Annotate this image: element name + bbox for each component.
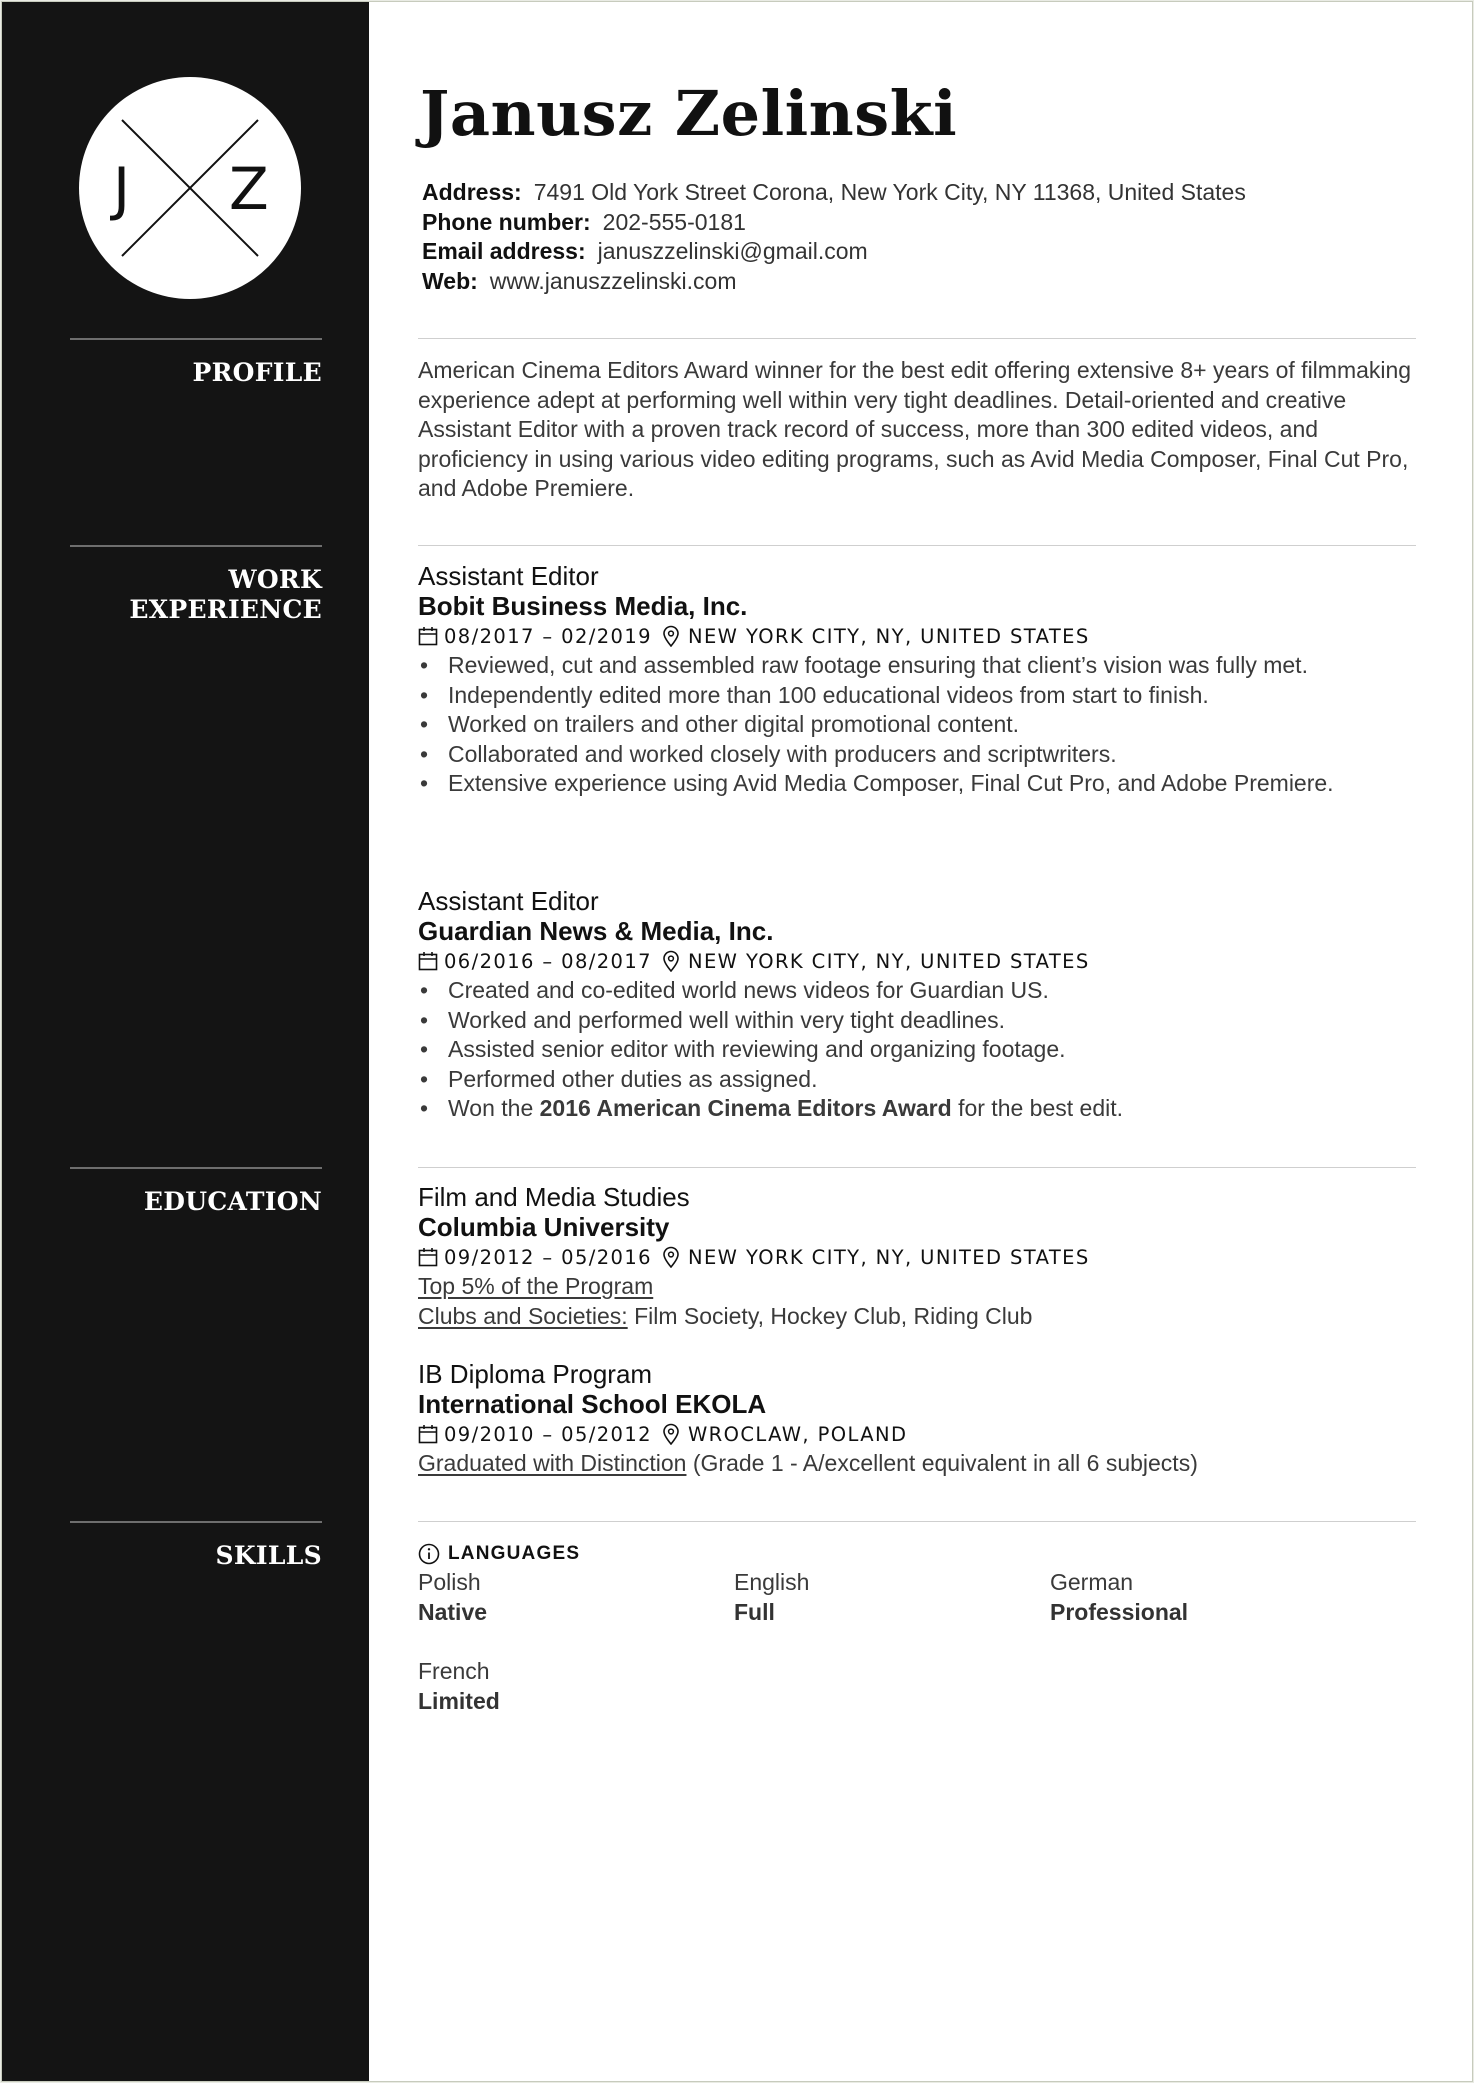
language-item [1050, 1568, 1350, 1627]
degree-name: Film and Media Studies [418, 1182, 690, 1212]
calendar-icon [418, 949, 444, 973]
contact-info [422, 178, 1246, 296]
school-name: Columbia University [418, 1212, 670, 1242]
section-divider [418, 338, 1416, 339]
monogram-right-initial: Z [229, 155, 269, 223]
job-dates: 08/2017 – 02/2019 [444, 624, 652, 648]
list-item: • Created and co-edited world news videos for Guardian US. [418, 976, 1418, 1006]
list-item: • Worked on trailers and other digital promotional content. [418, 710, 1418, 740]
contact-label: Email address: [422, 238, 586, 264]
clubs-label: Clubs and Societies: [418, 1302, 628, 1329]
location-pin-icon [662, 949, 688, 973]
sidebar-divider [70, 338, 322, 340]
contact-address [422, 178, 1246, 208]
list-item: • Worked and performed well within very tight deadlines. [418, 1006, 1418, 1036]
education-entry [418, 1359, 1418, 1479]
language-name: English [734, 1569, 810, 1595]
education-meta [418, 1242, 1418, 1272]
language-level: Limited [418, 1687, 500, 1714]
monogram-left-initial: J [113, 155, 131, 223]
list-item: • Extensive experience using Avid Media Composer, Final Cut Pro, and Adobe Premiere. [418, 769, 1418, 799]
clubs-list: Film Society, Hockey Club, Riding Club [627, 1302, 1033, 1329]
contact-web [422, 267, 1246, 297]
honor-text: Top 5% of the Program [418, 1273, 654, 1299]
education-location: NEW YORK CITY, NY, UNITED STATES [687, 1245, 1090, 1269]
list-item: • Collaborated and worked closely with producers and scriptwriters. [418, 740, 1418, 770]
section-title-work-line2: EXPERIENCE [129, 595, 322, 624]
section-title-skills: SKILLS [215, 1541, 322, 1570]
section-title-education: EDUCATION [143, 1187, 322, 1216]
job-title: Assistant Editor [418, 886, 599, 916]
contact-label: Web: [422, 267, 478, 294]
language-name: German [1050, 1569, 1134, 1595]
list-item: • Independently edited more than 100 educational videos from start to finish. [418, 681, 1418, 711]
contact-value: 202-555-0181 [602, 208, 746, 235]
contact-label: Address: [422, 179, 522, 205]
list-item [418, 1094, 1418, 1124]
award-name: 2016 American Cinema Editors Award [539, 1095, 952, 1121]
section-divider [418, 545, 1416, 546]
honor-note: (Grade 1 - A/excellent equivalent in all 6 subjects) [686, 1450, 1198, 1476]
monogram-cross-lines [79, 77, 301, 299]
section-title-profile: PROFILE [192, 358, 322, 387]
languages-heading-label: LANGUAGES [448, 1543, 581, 1564]
calendar-icon [418, 624, 444, 648]
contact-value: januszzelinski@gmail.com [597, 238, 868, 264]
section-divider [418, 1521, 1416, 1522]
list-item: • Assisted senior editor with reviewing and organizing footage. [418, 1035, 1418, 1065]
section-divider [418, 1167, 1416, 1168]
company-name: Guardian News & Media, Inc. [418, 916, 774, 946]
education-clubs [418, 1302, 1418, 1332]
profile-summary: American Cinema Editors Award winner for the best edit offering extensive 8+ years of filmmaking experience adept at performing well within very tight deadlines. Detail-oriented and creative Assistant Editor with a proven track record of success, more than 300 edited videos, and proficiency in using various video editing programs, such as Avid Media Composer, Final Cut Pro, and Adobe Premiere. [418, 357, 1412, 501]
honor-text: Graduated with Distinction [418, 1450, 687, 1476]
contact-value: 7491 Old York Street Corona, New York City, NY 11368, United States [533, 179, 1246, 205]
language-level: Professional [1050, 1598, 1189, 1625]
work-entry [418, 886, 1418, 1124]
language-item [418, 1568, 718, 1627]
job-location: NEW YORK CITY, NY, UNITED STATES [687, 949, 1090, 973]
info-icon [418, 1543, 440, 1565]
list-item: • Reviewed, cut and assembled raw footage ensuring that client’s vision was fully met. [418, 651, 1418, 681]
job-dates: 06/2016 – 08/2017 [444, 949, 652, 973]
award-suffix: for the best edit. [951, 1095, 1124, 1121]
sidebar [2, 2, 369, 2081]
sidebar-divider [70, 545, 322, 547]
job-location: NEW YORK CITY, NY, UNITED STATES [687, 624, 1090, 648]
education-dates: 09/2012 – 05/2016 [444, 1245, 652, 1269]
calendar-icon [418, 1422, 444, 1446]
job-meta [418, 621, 1418, 651]
contact-phone [422, 208, 1246, 238]
school-name: International School EKOLA [418, 1389, 767, 1419]
location-pin-icon [662, 1422, 688, 1446]
contact-email [422, 237, 1246, 267]
location-pin-icon [662, 624, 688, 648]
monogram-avatar [79, 77, 301, 299]
degree-name: IB Diploma Program [418, 1359, 653, 1389]
section-title-work-line1: WORK [228, 565, 322, 594]
sidebar-divider [70, 1521, 322, 1523]
award-prefix: Won the [448, 1095, 540, 1121]
candidate-name: Janusz Zelinski [420, 77, 958, 150]
language-name: French [418, 1658, 490, 1684]
work-entry [418, 561, 1418, 799]
language-item [734, 1568, 1034, 1627]
resume-page [2, 2, 1472, 2081]
company-name: Bobit Business Media, Inc. [418, 591, 748, 621]
language-level: Native [418, 1598, 488, 1625]
education-location: WROCLAW, POLAND [687, 1422, 908, 1446]
education-honor [418, 1449, 1418, 1479]
languages-heading [418, 1540, 580, 1568]
calendar-icon [418, 1245, 444, 1269]
education-meta [418, 1419, 1418, 1449]
sidebar-divider [70, 1167, 322, 1169]
contact-value: www.januszzelinski.com [489, 267, 737, 294]
education-entry [418, 1182, 1418, 1331]
job-bullets [418, 651, 1418, 799]
education-honor [418, 1272, 1418, 1302]
location-pin-icon [662, 1245, 688, 1269]
language-name: Polish [418, 1569, 481, 1595]
list-item: • Performed other duties as assigned. [418, 1065, 1418, 1095]
job-title: Assistant Editor [418, 561, 599, 591]
language-item [418, 1657, 718, 1716]
job-meta [418, 946, 1418, 976]
language-level: Full [734, 1598, 775, 1625]
job-bullets [418, 976, 1418, 1124]
education-dates: 09/2010 – 05/2012 [444, 1422, 652, 1446]
contact-label: Phone number: [422, 208, 591, 235]
